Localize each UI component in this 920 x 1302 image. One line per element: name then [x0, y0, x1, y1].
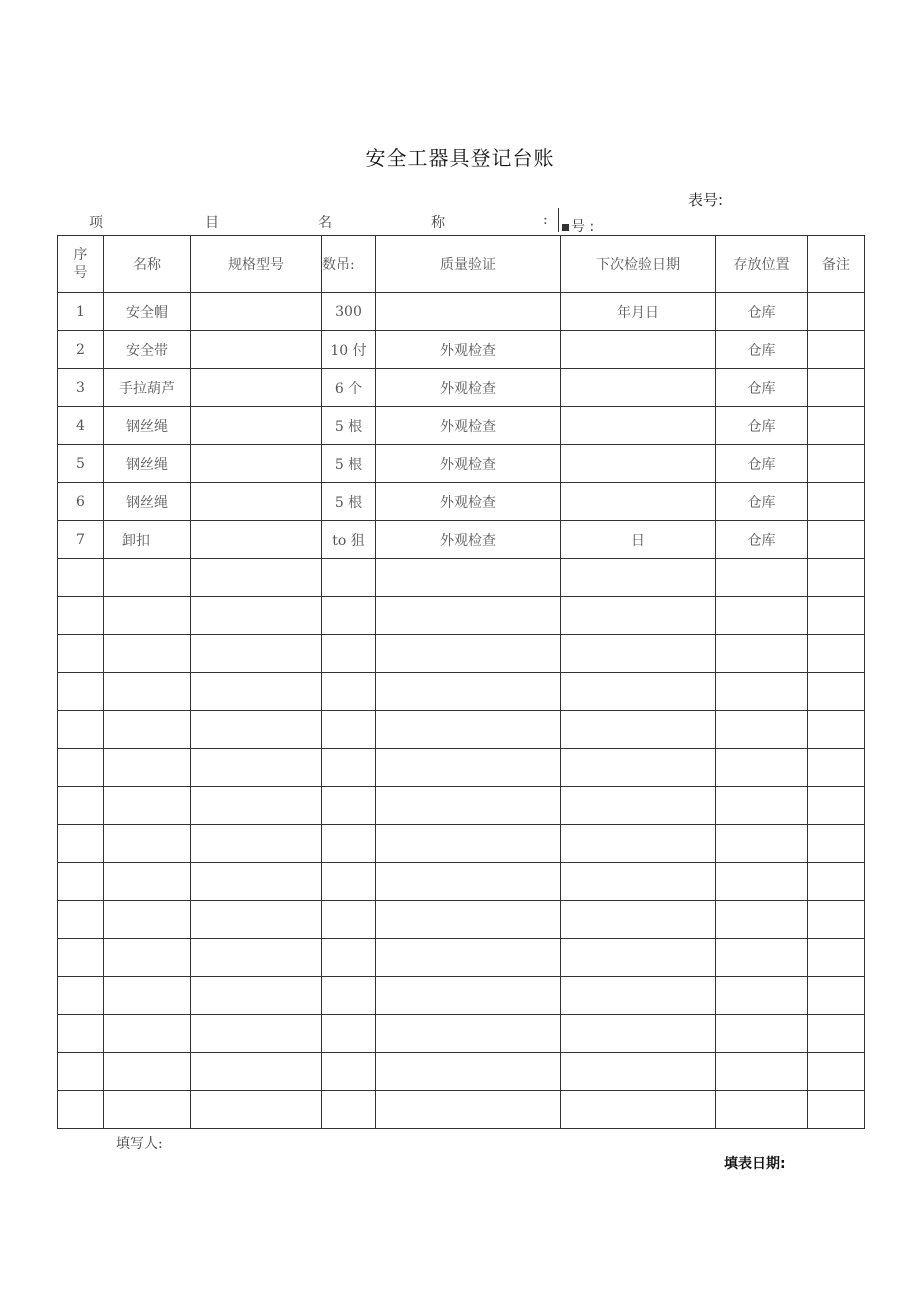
cell-name: [104, 635, 191, 673]
cell-remark: [808, 331, 865, 369]
cell-qty: [322, 787, 376, 825]
cell-qty: 5 根: [322, 445, 376, 483]
table-row: [58, 407, 865, 445]
cell-name: [104, 825, 191, 863]
cell-remark: [808, 711, 865, 749]
cell-name: [104, 1091, 191, 1129]
cell-remark: [808, 521, 865, 559]
cell-quality: 外观检查: [376, 407, 561, 445]
cell-name: [104, 901, 191, 939]
cell-qty: 5 根: [322, 407, 376, 445]
cell-qty: [322, 825, 376, 863]
cell-qty: [322, 863, 376, 901]
square-bullet-icon: [562, 224, 569, 231]
ledger-body: [58, 293, 865, 1129]
blank-row: [58, 939, 865, 977]
cell-quality: [376, 1091, 561, 1129]
cell-next-date: [561, 597, 716, 635]
blank-row: [58, 673, 865, 711]
cell-next-date: [561, 939, 716, 977]
cell-seq: [58, 711, 104, 749]
cell-quality: [376, 1015, 561, 1053]
cell-spec: [191, 597, 322, 635]
blank-row: [58, 597, 865, 635]
cell-quality: [376, 597, 561, 635]
blank-row: [58, 749, 865, 787]
cell-remark: [808, 863, 865, 901]
cell-seq: [58, 977, 104, 1015]
cell-location: [716, 1091, 808, 1129]
cell-quality: [376, 1053, 561, 1091]
cell-location: [716, 977, 808, 1015]
cell-remark: [808, 369, 865, 407]
cell-next-date: [561, 711, 716, 749]
cell-seq: [58, 901, 104, 939]
cell-next-date: [561, 749, 716, 787]
header-seq-bottom: 号: [73, 265, 88, 281]
cell-quality: [376, 559, 561, 597]
cell-qty: [322, 597, 376, 635]
cell-location: [716, 1053, 808, 1091]
cell-location: [716, 1015, 808, 1053]
cell-remark: [808, 597, 865, 635]
cell-location: 仓库: [716, 369, 808, 407]
cell-remark: [808, 1015, 865, 1053]
cell-location: [716, 749, 808, 787]
cell-location: [716, 597, 808, 635]
blank-row: [58, 1053, 865, 1091]
cell-seq: [58, 939, 104, 977]
document-title: 安全工器具登记台账: [365, 146, 555, 170]
cell-location: 仓库: [716, 483, 808, 521]
cell-qty: [322, 1053, 376, 1091]
cell-location: [716, 863, 808, 901]
cell-spec: [191, 863, 322, 901]
cell-remark: [808, 787, 865, 825]
cell-name: 安全带: [104, 331, 191, 369]
cell-spec: [191, 369, 322, 407]
project-label-char-4: 称: [431, 215, 445, 231]
cell-location: [716, 673, 808, 711]
blank-row: [58, 863, 865, 901]
ledger-table: [57, 235, 865, 1129]
cell-location: [716, 787, 808, 825]
blank-row: [58, 1015, 865, 1053]
cell-next-date: [561, 825, 716, 863]
cell-remark: [808, 445, 865, 483]
cell-spec: [191, 407, 322, 445]
cell-spec: [191, 445, 322, 483]
cell-remark: [808, 1091, 865, 1129]
cell-name: [104, 711, 191, 749]
cell-quality: [376, 977, 561, 1015]
cell-name: 卸扣: [104, 521, 191, 559]
cell-seq: 5: [58, 445, 104, 483]
cell-qty: [322, 1015, 376, 1053]
cell-next-date: [561, 1091, 716, 1129]
cell-spec: [191, 711, 322, 749]
cell-location: [716, 825, 808, 863]
cell-location: [716, 711, 808, 749]
cell-name: [104, 559, 191, 597]
cell-name: [104, 673, 191, 711]
project-divider: [558, 208, 559, 232]
cell-qty: [322, 635, 376, 673]
fill-date-label: 填表日期:: [724, 1156, 786, 1172]
cell-name: 钢丝绳: [104, 407, 191, 445]
project-label-colon: :: [543, 212, 548, 228]
cell-location: [716, 901, 808, 939]
header-seq-top: 序: [73, 247, 88, 263]
project-label-char-3: 名: [318, 215, 332, 231]
cell-seq: 1: [58, 293, 104, 331]
form-number-label: 表号:: [688, 191, 724, 209]
cell-next-date: [561, 559, 716, 597]
cell-spec: [191, 1091, 322, 1129]
header-qty: 数吊:: [322, 236, 376, 293]
cell-seq: [58, 1015, 104, 1053]
table-row: [58, 293, 865, 331]
blank-row: [58, 711, 865, 749]
cell-next-date: [561, 369, 716, 407]
blank-row: [58, 787, 865, 825]
cell-remark: [808, 749, 865, 787]
cell-qty: [322, 711, 376, 749]
cell-qty: [322, 559, 376, 597]
cell-name: [104, 863, 191, 901]
cell-qty: 10 付: [322, 331, 376, 369]
cell-spec: [191, 901, 322, 939]
cell-qty: 6 个: [322, 369, 376, 407]
cell-qty: 5 根: [322, 483, 376, 521]
cell-spec: [191, 977, 322, 1015]
cell-qty: [322, 1091, 376, 1129]
cell-name: [104, 1053, 191, 1091]
cell-next-date: [561, 445, 716, 483]
cell-qty: 300: [322, 293, 376, 331]
cell-quality: [376, 635, 561, 673]
cell-spec: [191, 293, 322, 331]
header-remark: 备注: [808, 236, 865, 293]
cell-qty: to 狙: [322, 521, 376, 559]
cell-next-date: [561, 1015, 716, 1053]
table-row: [58, 521, 865, 559]
cell-qty: [322, 673, 376, 711]
cell-name: 钢丝绳: [104, 445, 191, 483]
project-code-text: 号 :: [571, 219, 595, 235]
cell-quality: [376, 825, 561, 863]
cell-seq: [58, 749, 104, 787]
table-row: [58, 483, 865, 521]
cell-spec: [191, 559, 322, 597]
cell-seq: 4: [58, 407, 104, 445]
header-name: 名称: [104, 236, 191, 293]
cell-name: [104, 787, 191, 825]
cell-seq: 3: [58, 369, 104, 407]
blank-row: [58, 1091, 865, 1129]
cell-location: 仓库: [716, 407, 808, 445]
cell-name: [104, 939, 191, 977]
cell-qty: [322, 977, 376, 1015]
blank-row: [58, 825, 865, 863]
table-row: [58, 369, 865, 407]
cell-seq: [58, 559, 104, 597]
cell-seq: [58, 1091, 104, 1129]
cell-next-date: [561, 901, 716, 939]
cell-quality: [376, 863, 561, 901]
cell-quality: [376, 711, 561, 749]
cell-spec: [191, 635, 322, 673]
cell-seq: [58, 597, 104, 635]
cell-quality: [376, 293, 561, 331]
cell-qty: [322, 939, 376, 977]
table-row: [58, 331, 865, 369]
header-quality: 质量验证: [376, 236, 561, 293]
cell-location: 仓库: [716, 445, 808, 483]
cell-next-date: [561, 331, 716, 369]
cell-next-date: [561, 407, 716, 445]
cell-qty: [322, 749, 376, 787]
cell-name: 安全帽: [104, 293, 191, 331]
cell-quality: [376, 749, 561, 787]
header-spec: 规格型号: [191, 236, 322, 293]
cell-quality: 外观检查: [376, 331, 561, 369]
cell-seq: 6: [58, 483, 104, 521]
cell-name: 手拉葫芦: [104, 369, 191, 407]
blank-row: [58, 901, 865, 939]
filler-label: 填写人:: [116, 1136, 163, 1152]
header-next-date: 下次检验日期: [561, 236, 716, 293]
cell-next-date: [561, 1053, 716, 1091]
cell-spec: [191, 673, 322, 711]
blank-row: [58, 559, 865, 597]
cell-quality: [376, 939, 561, 977]
cell-next-date: [561, 673, 716, 711]
header-location: 存放位置: [716, 236, 808, 293]
cell-seq: 7: [58, 521, 104, 559]
cell-location: [716, 559, 808, 597]
cell-next-date: [561, 863, 716, 901]
cell-spec: [191, 787, 322, 825]
cell-spec: [191, 749, 322, 787]
cell-spec: [191, 825, 322, 863]
table-row: [58, 445, 865, 483]
cell-location: 仓库: [716, 331, 808, 369]
cell-next-date: [561, 483, 716, 521]
blank-row: [58, 977, 865, 1015]
cell-remark: [808, 483, 865, 521]
cell-name: [104, 1015, 191, 1053]
cell-seq: [58, 1053, 104, 1091]
cell-seq: [58, 635, 104, 673]
cell-location: 仓库: [716, 293, 808, 331]
cell-location: 仓库: [716, 521, 808, 559]
cell-name: [104, 597, 191, 635]
cell-remark: [808, 673, 865, 711]
cell-remark: [808, 559, 865, 597]
cell-remark: [808, 825, 865, 863]
cell-quality: 外观检查: [376, 483, 561, 521]
cell-quality: [376, 901, 561, 939]
cell-name: 钢丝绳: [104, 483, 191, 521]
project-label-char-2: 目: [205, 215, 219, 231]
cell-remark: [808, 407, 865, 445]
cell-name: [104, 977, 191, 1015]
cell-quality: [376, 673, 561, 711]
cell-spec: [191, 483, 322, 521]
cell-seq: [58, 825, 104, 863]
cell-seq: [58, 787, 104, 825]
cell-spec: [191, 939, 322, 977]
cell-quality: 外观检查: [376, 445, 561, 483]
cell-name: [104, 749, 191, 787]
cell-seq: [58, 673, 104, 711]
cell-next-date: 年月日: [561, 293, 716, 331]
cell-location: [716, 939, 808, 977]
cell-seq: 2: [58, 331, 104, 369]
cell-spec: [191, 1053, 322, 1091]
cell-remark: [808, 635, 865, 673]
blank-row: [58, 635, 865, 673]
cell-quality: [376, 787, 561, 825]
cell-remark: [808, 1053, 865, 1091]
cell-quality: 外观检查: [376, 521, 561, 559]
cell-remark: [808, 939, 865, 977]
cell-next-date: [561, 977, 716, 1015]
cell-spec: [191, 331, 322, 369]
cell-spec: [191, 1015, 322, 1053]
cell-next-date: [561, 635, 716, 673]
cell-spec: [191, 521, 322, 559]
cell-seq: [58, 863, 104, 901]
cell-next-date: [561, 787, 716, 825]
project-label-char-1: 项: [89, 215, 103, 231]
cell-location: [716, 635, 808, 673]
cell-remark: [808, 293, 865, 331]
cell-remark: [808, 977, 865, 1015]
cell-next-date: 日: [561, 521, 716, 559]
cell-remark: [808, 901, 865, 939]
project-code-label: [562, 216, 594, 236]
header-seq: [58, 236, 104, 293]
cell-qty: [322, 901, 376, 939]
table-header-row: [58, 236, 865, 293]
cell-quality: 外观检查: [376, 369, 561, 407]
